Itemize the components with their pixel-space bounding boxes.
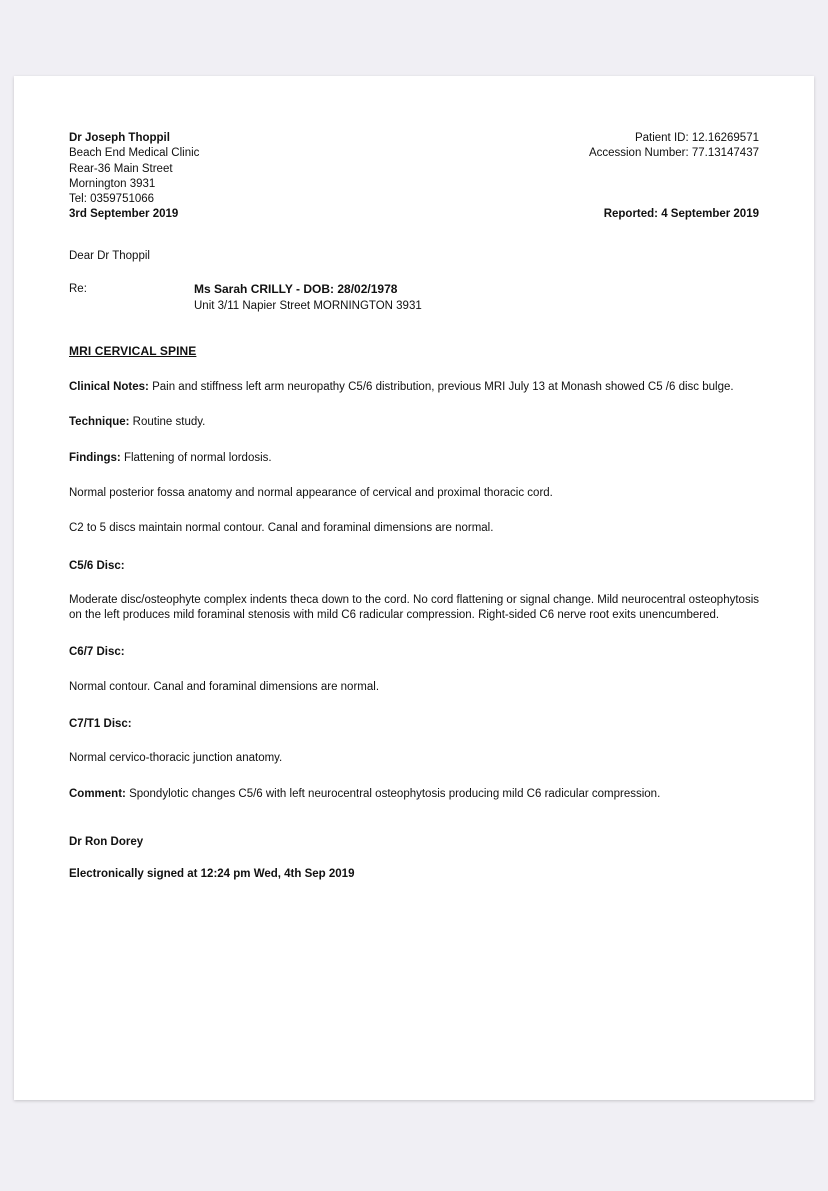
electronic-signature: Electronically signed at 12:24 pm Wed, 4th Sep 2019	[69, 868, 355, 881]
document-content	[69, 131, 759, 882]
clinic-address-line-2: Mornington 3931	[69, 177, 156, 190]
reported-date: Reported: 4 September 2019	[603, 208, 759, 221]
c6-7-disc-heading: C6/7 Disc:	[69, 646, 125, 659]
clinic-phone: Tel: 0359751066	[69, 193, 155, 206]
c5-6-disc-text: Moderate disc/osteophyte complex indents theca down to the cord. No cord flattening or signal change. Mild neurocentral osteophytosis on the left produces mild foraminal stenosis with mild C6 radicular compression. Right-sided C6 nerve root exits unencumbered.	[69, 593, 759, 622]
patient-id: Patient ID: 12.16269571	[634, 132, 759, 144]
c6-7-disc-text: Normal contour. Canal and foraminal dimensions are normal.	[69, 680, 380, 693]
signing-radiologist: Dr Ron Dorey	[69, 835, 144, 848]
comment-text: Spondylotic changes C5/6 with left neurocentral osteophytosis producing mild C6 radicular compression.	[125, 787, 661, 800]
identifiers-block	[479, 131, 759, 162]
accession-number: Accession Number: 77.13147437	[588, 147, 759, 160]
c7-t1-disc-text: Normal cervico-thoracic junction anatomy.	[69, 752, 283, 765]
salutation: Dear Dr Thoppil	[69, 249, 150, 262]
date-row	[69, 207, 759, 222]
referrer-name: Dr Joseph Thoppil	[69, 132, 170, 144]
comment-label: Comment:	[69, 787, 126, 800]
findings-paragraph	[69, 451, 759, 466]
patient-address: Unit 3/11 Napier Street MORNINGTON 3931	[194, 299, 422, 312]
letter-date: 3rd September 2019	[69, 208, 179, 221]
patient-name-dob: Ms Sarah CRILLY - DOB: 28/02/1978	[194, 281, 398, 296]
findings-label: Findings:	[69, 451, 121, 464]
findings-paragraph-2: Normal posterior fossa anatomy and normal appearance of cervical and proximal thoracic cord.	[69, 487, 553, 499]
technique-paragraph	[69, 415, 759, 430]
technique-label: Technique:	[69, 416, 130, 429]
clinic-name: Beach End Medical Clinic	[69, 147, 200, 160]
c5-6-disc-heading: C5/6 Disc:	[69, 559, 125, 572]
re-content	[194, 282, 422, 314]
clinic-address-line-1: Rear-36 Main Street	[69, 162, 173, 175]
clinical-notes-label: Clinical Notes:	[69, 381, 149, 394]
re-block	[69, 282, 759, 314]
document-page	[14, 76, 814, 1100]
re-label: Re:	[69, 282, 87, 295]
findings-text: Flattening of normal lordosis.	[120, 451, 272, 464]
technique-text: Routine study.	[129, 416, 206, 429]
letter-header	[69, 131, 759, 207]
findings-paragraph-3: C2 to 5 discs maintain normal contour. Canal and foraminal dimensions are normal.	[69, 522, 494, 535]
c7-t1-disc-heading: C7/T1 Disc:	[69, 717, 132, 730]
clinical-notes-text: Pain and stiffness left arm neuropathy C5/6 distribution, previous MRI July 13 at Monash showed C5 /6 disc bulge.	[148, 381, 734, 394]
clinical-notes-paragraph	[69, 380, 759, 395]
comment-paragraph	[69, 787, 759, 802]
report-title: MRI CERVICAL SPINE	[69, 344, 197, 359]
referrer-block	[69, 131, 449, 207]
